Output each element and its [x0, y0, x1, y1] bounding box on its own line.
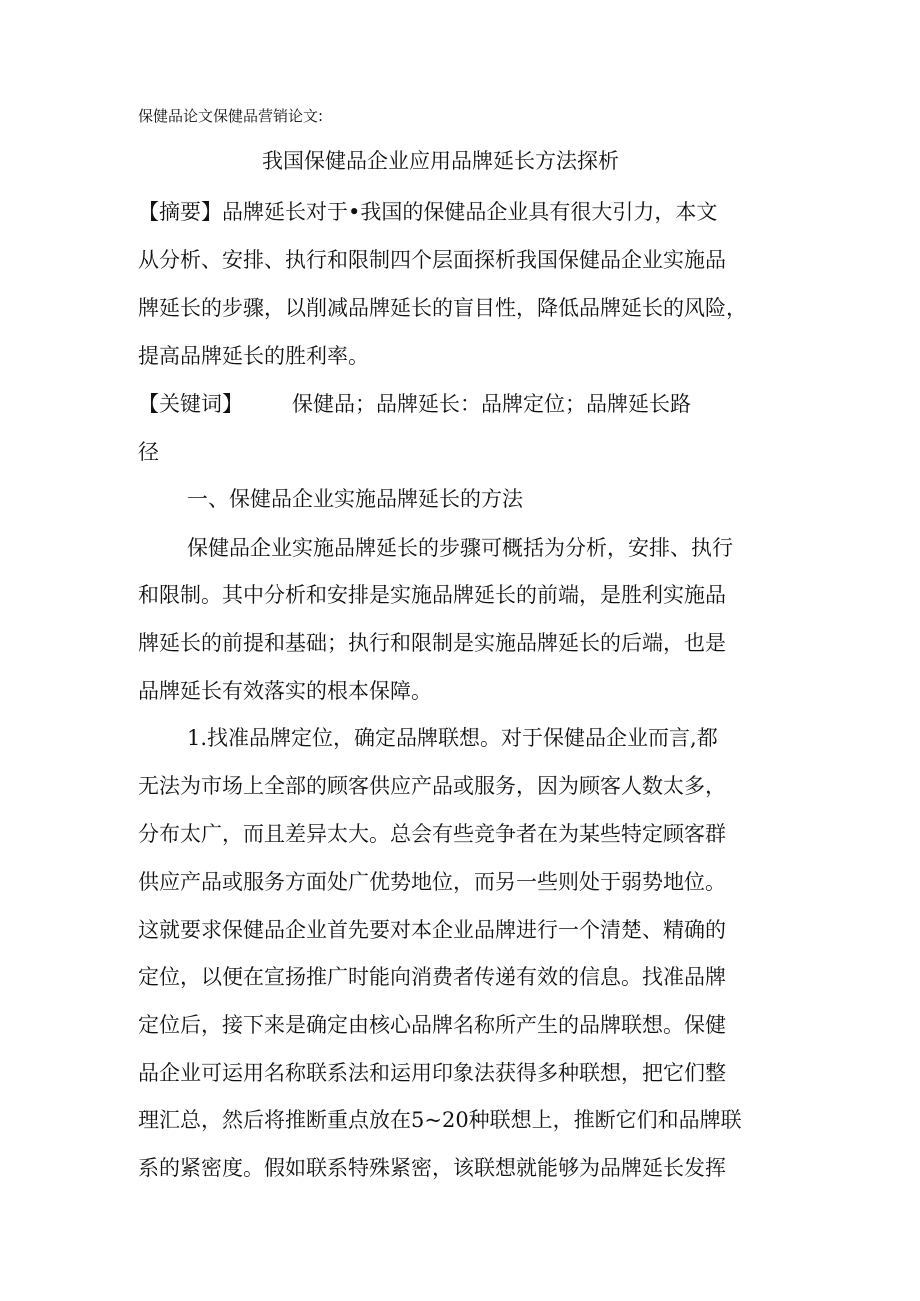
document-header: 保健品论文保健品营销论文: — [138, 107, 324, 125]
paragraph-line: 品企业可运用名称联系法和运用印象法获得多种联想，把它们整 — [138, 1061, 726, 1085]
paragraph-line: 供应产品或服务方面处广优势地位，而另一些则处于弱势地位。 — [138, 870, 726, 894]
paragraph-line: 分布太广，而且差异太大。总会有些竞争者在为某些特定顾客群 — [138, 822, 726, 846]
paragraph-line: 定位后，接下来是确定由核心品牌名称所产生的品牌联想。保健 — [138, 1013, 726, 1037]
document-title: 我国保健品企业应用品牌延长方法探析 — [262, 149, 619, 173]
paragraph-line: 这就要求保健品企业首先要对本企业品牌进行一个清楚、精确的 — [138, 918, 726, 942]
abstract-line: 提高品牌延长的胜利率。 — [138, 344, 369, 368]
paragraph-line: 保健品企业实施品牌延长的步骤可概括为分析，安排、执行 — [187, 536, 733, 560]
paragraph-line: 理汇总，然后将推断重点放在5~20种联想上，推断它们和品牌联 — [138, 1108, 742, 1132]
paragraph-line: 品牌延长有效落实的根本保障。 — [138, 679, 432, 703]
abstract-line: 【摘要】品牌延长对于•我国的保健品企业具有很大引力，本文 — [138, 200, 718, 224]
section-heading: 一、保健品企业实施品牌延长的方法 — [187, 487, 523, 511]
abstract-line: 牌延长的步骤，以削减品牌延长的盲目性，降低品牌延长的风险， — [138, 296, 747, 320]
abstract-line: 从分析、安排、执行和限制四个层面探析我国保健品企业实施品 — [138, 248, 726, 272]
paragraph-line: 定位，以便在宣扬推广时能向消费者传递有效的信息。找准品牌 — [138, 965, 726, 989]
paragraph-line: 1.找准品牌定位，确定品牌联想。对于保健品企业而言,都 — [187, 726, 718, 750]
paragraph-line: 和限制。其中分析和安排是实施品牌延长的前端，是胜利实施品 — [138, 583, 726, 607]
paragraph-line: 无法为市场上全部的顾客供应产品或服务，因为顾客人数太多， — [138, 774, 726, 798]
keywords-text: 保健品；品牌延长：品牌定位；品牌延长路 — [292, 392, 691, 416]
paragraph-line: 牌延长的前提和基础；执行和限制是实施品牌延长的后端，也是 — [138, 631, 726, 655]
keywords-wrap: 径 — [138, 440, 159, 464]
keywords-label: 【关键词】 — [138, 392, 243, 416]
paragraph-line: 系的紧密度。假如联系特殊紧密，该联想就能够为品牌延长发挥 — [138, 1156, 726, 1180]
